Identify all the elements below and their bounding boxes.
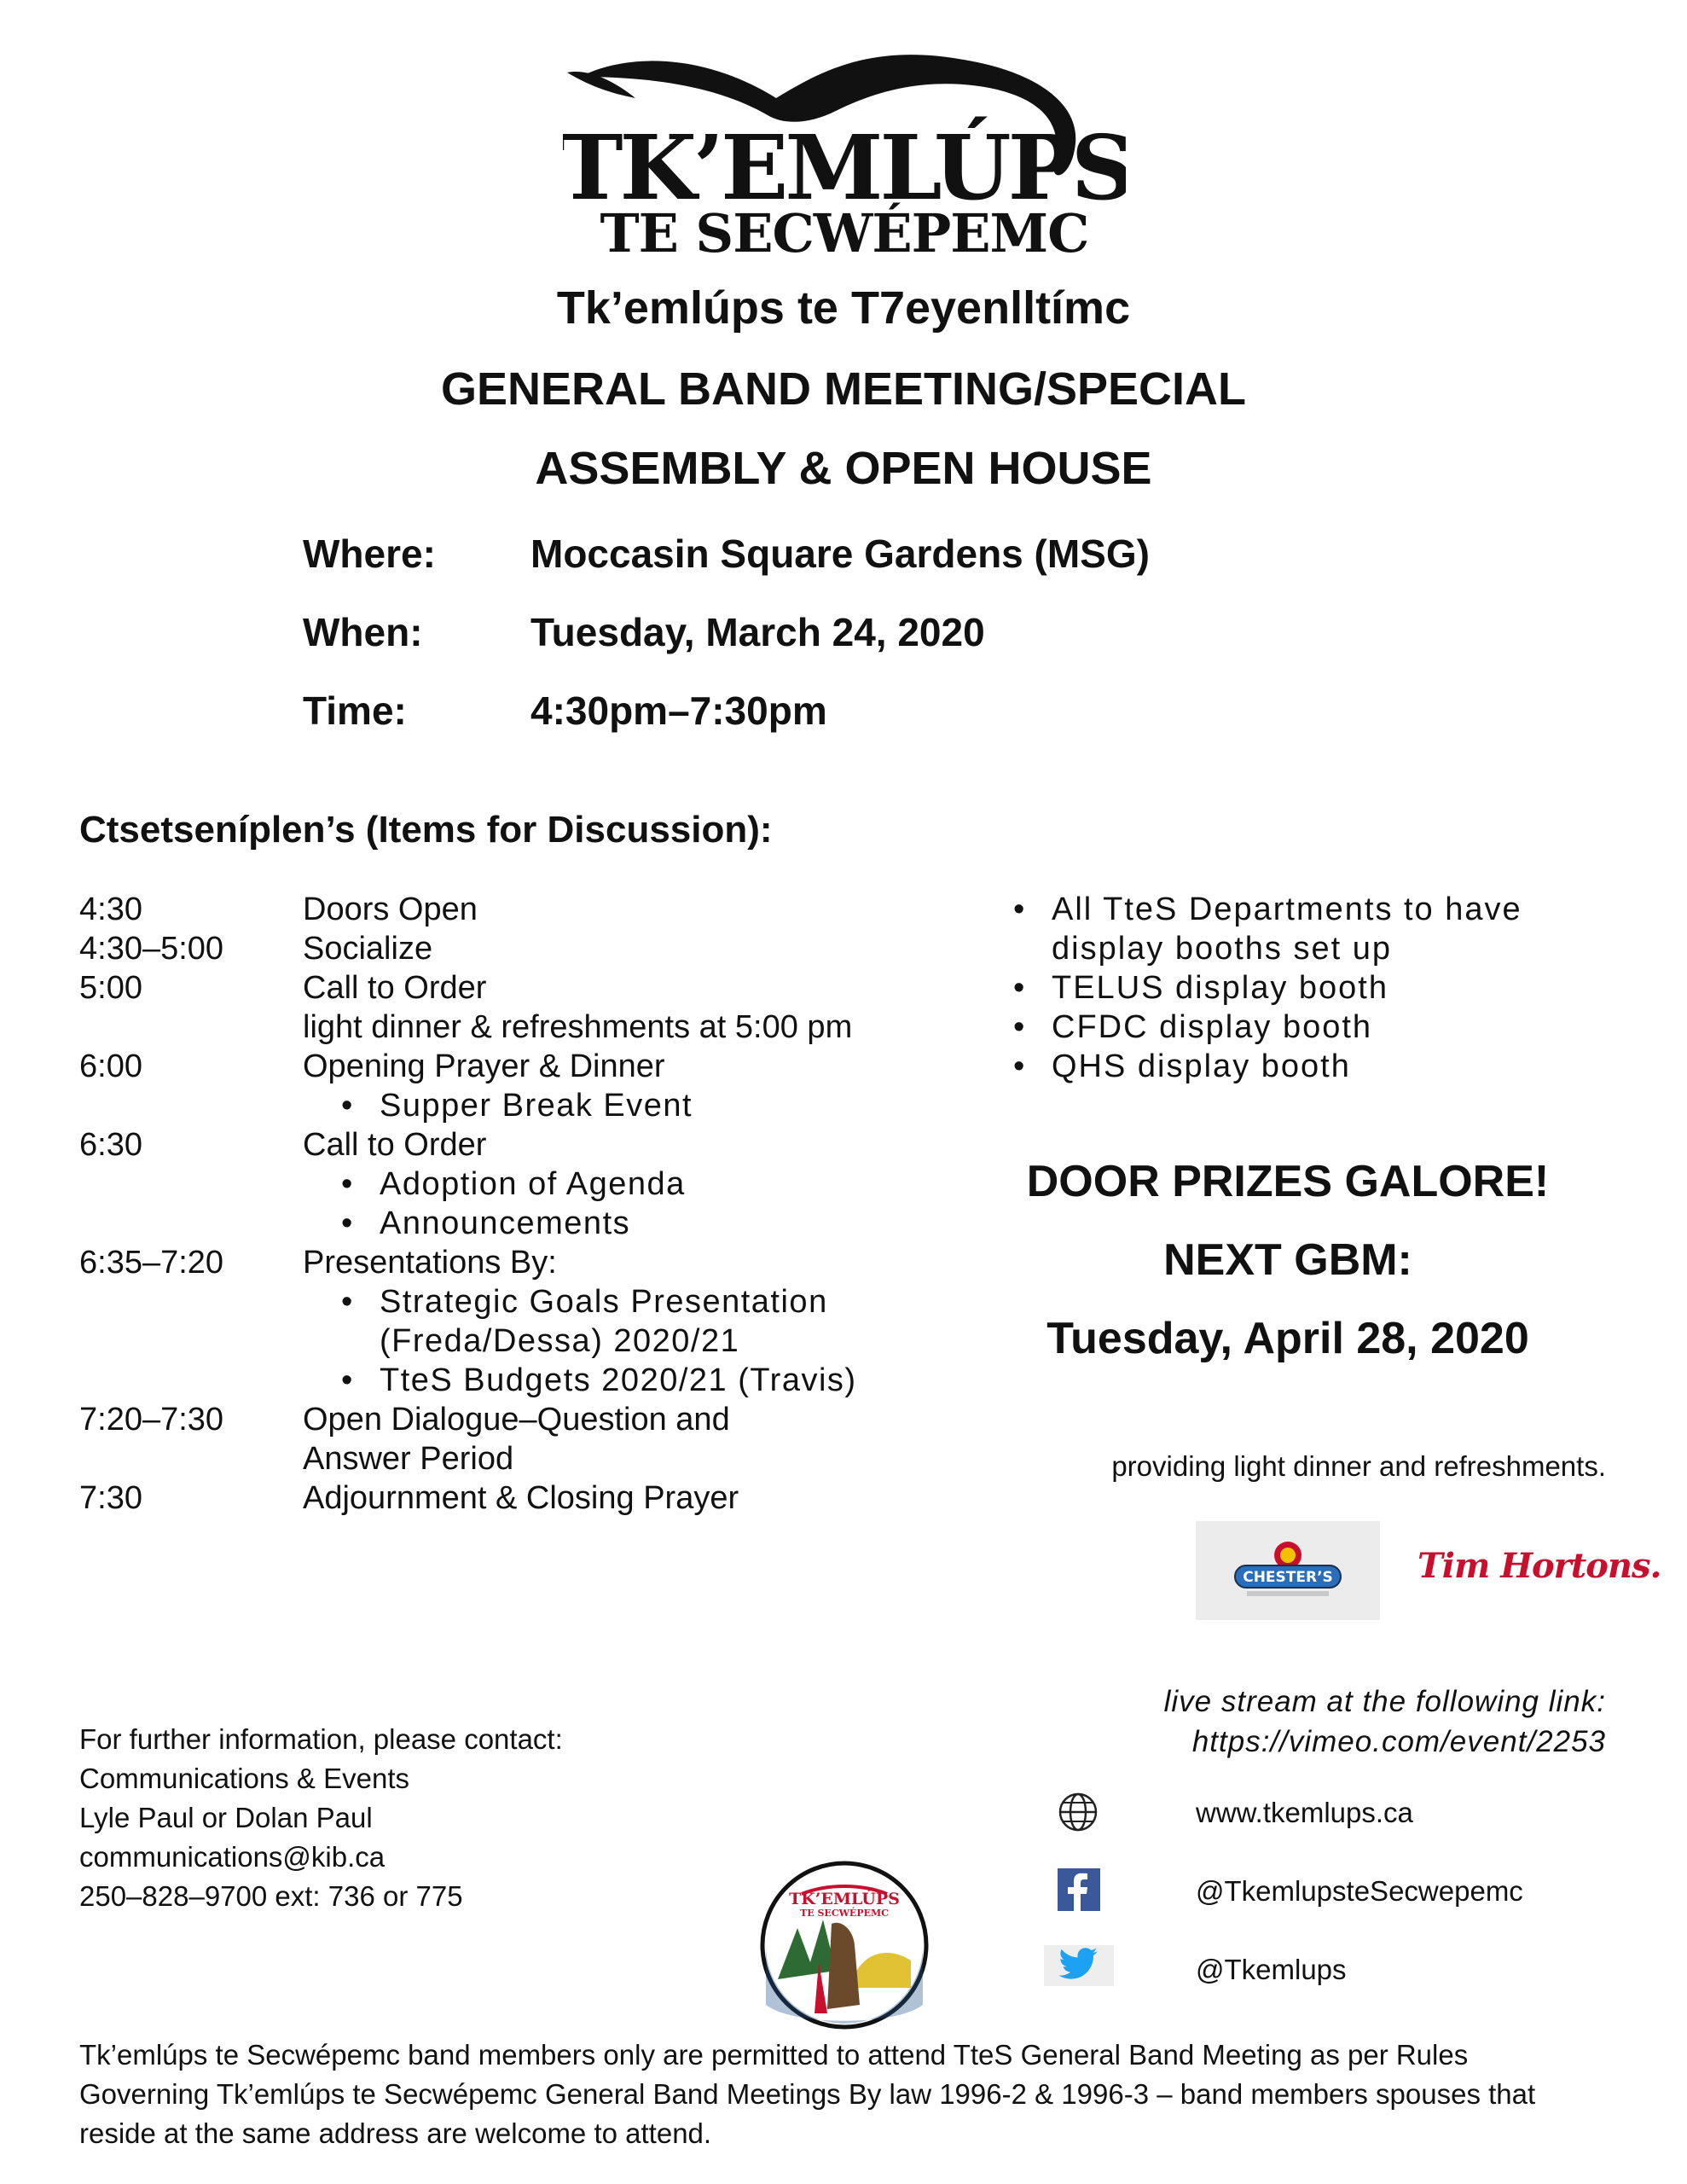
agenda-heading: Ctsetseníplen’s (Items for Discussion): bbox=[79, 809, 773, 851]
seal-text-line1: TK’EMLÚPS bbox=[789, 1890, 900, 1908]
chesters-logo-graphic bbox=[1196, 1521, 1380, 1620]
agenda-item: Doors Open bbox=[303, 892, 478, 927]
contact-email[interactable]: communications@kib.ca bbox=[79, 1841, 386, 1873]
agenda-item: Adjournment & Closing Prayer bbox=[303, 1480, 739, 1516]
booth-item-cont: display booths set up bbox=[1052, 931, 1393, 967]
tkemlups-logo bbox=[563, 47, 1126, 260]
agenda-item: Call to Order bbox=[303, 970, 487, 1006]
logo-wordmark-line1: TK’EMLÚPS bbox=[563, 115, 1126, 220]
tim-hortons-logo: Tim Hortons. bbox=[1417, 1546, 1661, 1586]
booth-item: • TELUS display booth bbox=[1013, 970, 1388, 1006]
time-label: Time: bbox=[303, 688, 407, 733]
next-gbm-date: Tuesday, April 28, 2020 bbox=[1046, 1314, 1529, 1363]
livestream-label: live stream at the following link: bbox=[1163, 1685, 1606, 1718]
time-value: 4:30pm–7:30pm bbox=[530, 688, 827, 733]
agenda-subitem-cont: (Freda/Dessa) 2020/21 bbox=[380, 1323, 740, 1359]
seal-graphic bbox=[759, 1860, 930, 2030]
agenda-subitem: • Supper Break Event bbox=[341, 1088, 693, 1124]
logo-wordmark-line2: TE SECWÉPEMC bbox=[600, 202, 1089, 260]
livestream-link[interactable]: https://vimeo.com/event/2253 bbox=[1191, 1725, 1606, 1758]
contact-phone: 250–828–9700 ext: 736 or 775 bbox=[79, 1880, 463, 1912]
sponsor-note: providing light dinner and refreshments. bbox=[1111, 1450, 1606, 1482]
agenda-time: 7:20–7:30 bbox=[79, 1402, 224, 1438]
agenda-item: Socialize bbox=[303, 931, 433, 967]
agenda-time: 4:30–5:00 bbox=[79, 931, 224, 967]
door-prizes-banner: DOOR PRIZES GALORE! bbox=[1026, 1157, 1550, 1206]
website-link[interactable]: www.tkemlups.ca bbox=[1196, 1797, 1413, 1828]
footer-notice-line2: Governing Tk’emlúps te Secwépemc General Band Meetings By law 1996-2 & 1996-3 – band members spouses that bbox=[79, 2078, 1536, 2110]
seal-text-line2: TE SECWÉPEMC bbox=[800, 1908, 889, 1919]
facebook-handle[interactable]: @TkemlupsteSecwepemc bbox=[1196, 1875, 1523, 1907]
footer-notice-line1: Tk’emlúps te Secwépemc band members only are permitted to attend TteS General Band Meeting as per Rules bbox=[79, 2039, 1469, 2071]
booth-item: • All TteS Departments to have bbox=[1013, 892, 1522, 927]
agenda-time: 6:00 bbox=[79, 1048, 142, 1084]
where-value: Moccasin Square Gardens (MSG) bbox=[530, 531, 1150, 576]
agenda-item-note: light dinner & refreshments at 5:00 pm bbox=[303, 1009, 853, 1045]
agenda-subitem: • TteS Budgets 2020/21 (Travis) bbox=[341, 1362, 857, 1398]
twitter-handle[interactable]: @Tkemlups bbox=[1196, 1954, 1347, 1985]
contact-names: Lyle Paul or Dolan Paul bbox=[79, 1802, 373, 1833]
agenda-subitem: • Announcements bbox=[341, 1205, 631, 1241]
agenda-time: 4:30 bbox=[79, 892, 142, 927]
when-label: When: bbox=[303, 610, 423, 654]
page-title: Tk’emlúps te T7eyenlltímc bbox=[556, 282, 1131, 334]
agenda-item: Opening Prayer & Dinner bbox=[303, 1048, 665, 1084]
chesters-logo bbox=[1196, 1521, 1380, 1620]
footer-notice-line3: reside at the same address are welcome to attend. bbox=[79, 2117, 712, 2149]
logo-swash-graphic bbox=[563, 47, 1126, 260]
tkemlups-seal bbox=[759, 1860, 930, 2030]
agenda-time: 6:35–7:20 bbox=[79, 1245, 224, 1281]
facebook-icon bbox=[1058, 1868, 1100, 1911]
agenda-time: 5:00 bbox=[79, 970, 142, 1006]
next-gbm-label: NEXT GBM: bbox=[1163, 1235, 1412, 1285]
booth-item: • QHS display booth bbox=[1013, 1048, 1351, 1084]
meeting-title-line1: GENERAL BAND MEETING/SPECIAL bbox=[440, 363, 1247, 415]
twitter-icon bbox=[1044, 1945, 1114, 1986]
meeting-title-line2: ASSEMBLY & OPEN HOUSE bbox=[535, 443, 1152, 494]
contact-department: Communications & Events bbox=[79, 1763, 409, 1794]
agenda-item: Open Dialogue–Question and bbox=[303, 1402, 730, 1438]
agenda-subitem: • Adoption of Agenda bbox=[341, 1166, 686, 1202]
globe-icon bbox=[1058, 1792, 1099, 1833]
agenda-item: Call to Order bbox=[303, 1127, 487, 1163]
agenda-time: 7:30 bbox=[79, 1480, 142, 1516]
agenda-item-cont: Answer Period bbox=[303, 1441, 514, 1477]
agenda-subitem: • Strategic Goals Presentation bbox=[341, 1284, 828, 1320]
agenda-time: 6:30 bbox=[79, 1127, 142, 1163]
where-label: Where: bbox=[303, 531, 436, 576]
when-value: Tuesday, March 24, 2020 bbox=[530, 610, 985, 654]
chesters-wordmark: CHESTER’S bbox=[1243, 1569, 1333, 1586]
booth-item: • CFDC display booth bbox=[1013, 1009, 1373, 1045]
contact-heading: For further information, please contact: bbox=[79, 1723, 563, 1755]
agenda-item: Presentations By: bbox=[303, 1245, 557, 1281]
